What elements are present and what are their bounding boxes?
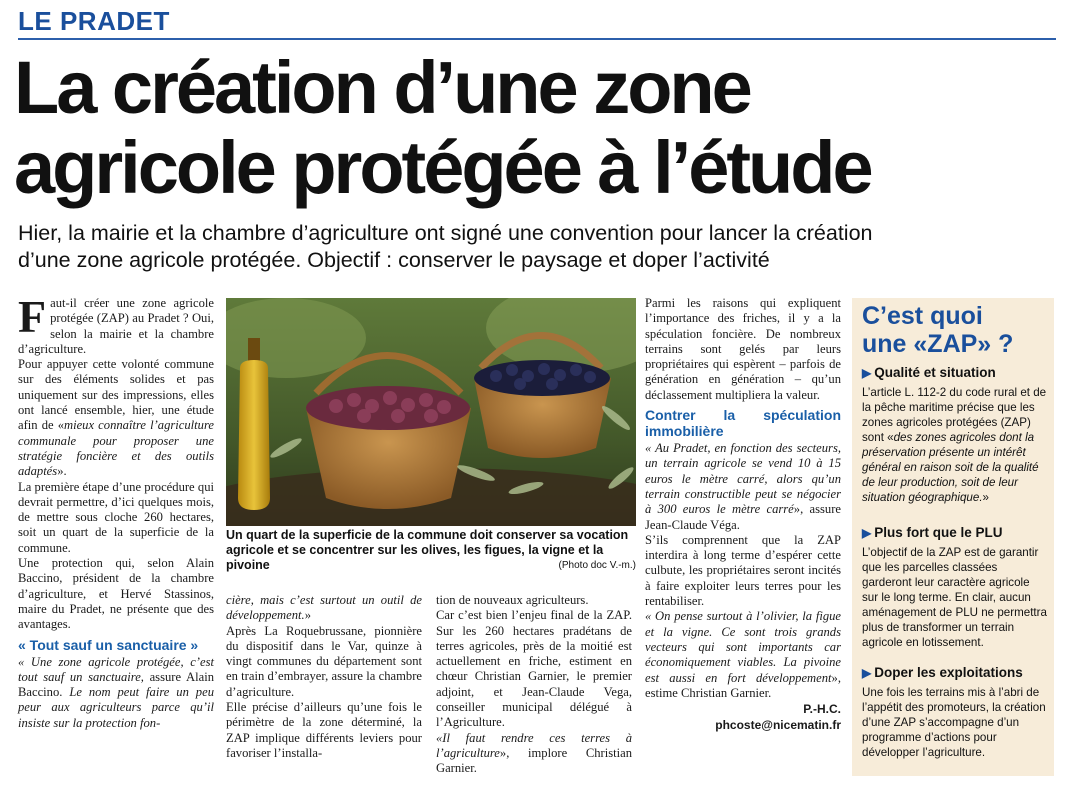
heading-text: Plus fort que le PLU	[874, 525, 1003, 540]
rubric-rule	[18, 38, 1056, 40]
paragraph: La première étape d’une procédure qui devrait permettre, d’ici quelques mois, de mettre sous cloche 260 hectares, soit un quart de la superficie de la commune.	[18, 479, 214, 555]
paragraph: Car c’est bien l’enjeu final de la ZAP. Sur les 260 hectares pradétans de terres agricoles, près de la moitié est actuellement en friche, estiment en chœur Christian Garnier, le premier adjoint, et Jean-Claude Vega, conseiller municipal délégué à l’Agriculture.	[436, 608, 632, 730]
paragraph	[226, 593, 422, 624]
author-email: phcoste@nicematin.fr	[715, 718, 841, 733]
article-column-3	[436, 593, 632, 777]
paragraph: tion de nouveaux agriculteurs.	[436, 593, 589, 607]
zap-info-box	[852, 298, 1054, 776]
paragraph-text: aut-il créer une zone agricole protégée (ZAP) au Pradet ? Oui, selon la mairie et la chambre d’agriculture.	[18, 296, 214, 356]
box-section-quality	[862, 364, 1048, 505]
quote-text: « Au Pradet, en fonction des secteurs, un terrain agricole se vend 10 à 15 euros le mètre carré, alors qu’un terrain constructible peut se négocier à 300 euros le mètre carré	[645, 441, 841, 517]
photo-credit: (Photo doc V.-m.)	[558, 560, 636, 571]
paragraph	[18, 357, 214, 479]
arrow-right-icon: ▶	[862, 666, 872, 680]
box-title	[862, 302, 1013, 358]
headline-line-1: La création d’une zone	[14, 46, 750, 129]
headline	[14, 48, 1064, 208]
headline-line-2: agricole protégée à l’étude	[14, 126, 871, 209]
box-section-text: L’objectif de la ZAP est de garantir que les parcelles classées garderont leur caractère agricole sur le long terme. En clair, aucun aménagement de PLU ne permettra plus de transformer un terrain agricole en lotissement.	[862, 546, 1047, 649]
heading-text: Qualité et situation	[874, 365, 996, 380]
paragraph: Parmi les raisons qui expliquent l’importance des friches, il y a la spéculation foncière. De nombreux terrains sont gelés par leurs propriétaires qui espèrent – parfois de génération en génération – qu’un déclassement multipliera la valeur.	[645, 296, 841, 402]
paragraph-text: »	[304, 608, 311, 623]
box-title-line-2: une «ZAP» ?	[862, 330, 1014, 358]
paragraph-text: », assure Jean-Claude Véga.	[645, 502, 841, 532]
arrow-right-icon: ▶	[862, 366, 872, 380]
arrow-right-icon: ▶	[862, 526, 872, 540]
paragraph	[436, 731, 632, 777]
standfirst	[18, 220, 1058, 274]
paragraph-text: », estime Christian Garnier.	[645, 670, 841, 700]
photo-illustration	[226, 298, 636, 526]
quote-text: « Une zone agricole protégée, c’est tout sauf un sanctuaire,	[18, 654, 214, 684]
paragraph: S’ils comprennent que la ZAP interdira à long terme d’espérer cette culbute, les propriétaires seront incités à faire exploiter leurs terres pour les rentabiliser.	[645, 532, 841, 609]
heading-text: Doper les exploitations	[874, 665, 1023, 680]
section-rubric: LE PRADET	[18, 6, 170, 36]
box-section-text	[862, 385, 1048, 505]
drop-cap: F	[18, 291, 47, 342]
quote-text: mieux connaître l’agriculture communale pour proposer une stratégie foncière et des outils adaptés	[18, 418, 214, 479]
paragraph: Après La Roquebrussane, pionnière du dispositif dans le Var, quinze à vingt communes du département sont en train d’embrayer, assure la chambre d’agriculture.	[226, 623, 422, 699]
quote-text: «Il faut rendre ces terres à l’agriculture	[436, 730, 632, 760]
paragraph-text: »	[982, 491, 989, 504]
quote-text: Le nom peut faire un peu peur aux agriculteurs parce qu’il insiste sur la protection fon-	[18, 685, 214, 730]
subheading: « Tout sauf un sanctuaire »	[18, 636, 199, 653]
quote-text: des zones agricoles dont la préservation présente un intérêt général en raison soit de la qualité de leur production, soit de leur situation géographique.	[862, 431, 1039, 504]
article-column-4	[645, 296, 841, 733]
box-section-plu	[862, 524, 1048, 650]
paragraph-text: Pour appuyer cette volonté commune sur des éléments solides et pas uniquement sur des impressions, elles ont lancé ensemble, hier, une étude afin de «	[18, 357, 214, 433]
paragraph-text: assure Alain Baccino.	[18, 669, 214, 700]
author-signature: P.-H.C.	[803, 702, 841, 717]
paragraph	[18, 291, 214, 357]
paragraph-text: ».	[57, 464, 67, 479]
olive-baskets-photo	[226, 298, 636, 526]
box-section-text: Une fois les terrains mis à l’abri de l’appétit des promoteurs, la création d’une ZAP s’accompagne d’un programme d’actions pour développer l’agriculture.	[862, 686, 1046, 759]
box-section-heading	[862, 664, 1048, 682]
standfirst-line-2: d’une zone agricole protégée. Objectif : conserver le paysage et doper l’activité	[18, 248, 770, 272]
article-column-2	[226, 593, 422, 761]
quote-text: « On pense surtout à l’olivier, la figue et la vigne. Ce sont trois grands vecteurs qui sont importants car économiquement viables. La pivoine est aussi en fort développement	[645, 609, 841, 685]
paragraph-text: », implore Christian Garnier.	[436, 745, 632, 776]
article-column-1	[18, 291, 214, 731]
box-title-line-1: C’est quoi	[862, 302, 983, 330]
paragraph: Elle précise d’ailleurs qu’une fois le périmètre de la zone déterminé, la ZAP implique différents leviers pour favoriser l’installa-	[226, 700, 422, 760]
paragraph	[645, 441, 841, 533]
paragraph-text: L’article L. 112-2 du code rural et de la pêche maritime précise que les zones agricoles protégées (ZAP) sont «	[862, 386, 1047, 444]
box-section-exploitations	[862, 664, 1048, 760]
paragraph: Une protection qui, selon Alain Baccino, président de la chambre d’agriculture, et Hervé Stassinos, maire du Pradet, ne présente que des avantages.	[18, 556, 214, 632]
paragraph	[18, 655, 214, 731]
photo-caption	[226, 528, 636, 573]
caption-text: Un quart de la superficie de la commune doit conserver sa vocation agricole et se concentrer sur les olives, les figues, la vigne et la pivoine	[226, 528, 629, 572]
box-section-heading	[862, 524, 1048, 542]
paragraph	[645, 609, 841, 701]
subheading: Contrer la spéculation immobilière	[645, 407, 841, 440]
box-section-heading	[862, 364, 1048, 382]
quote-text: cière, mais c’est surtout un outil de développement.	[226, 593, 422, 623]
standfirst-line-1: Hier, la mairie et la chambre d’agriculture ont signé une convention pour lancer la création	[18, 221, 873, 245]
